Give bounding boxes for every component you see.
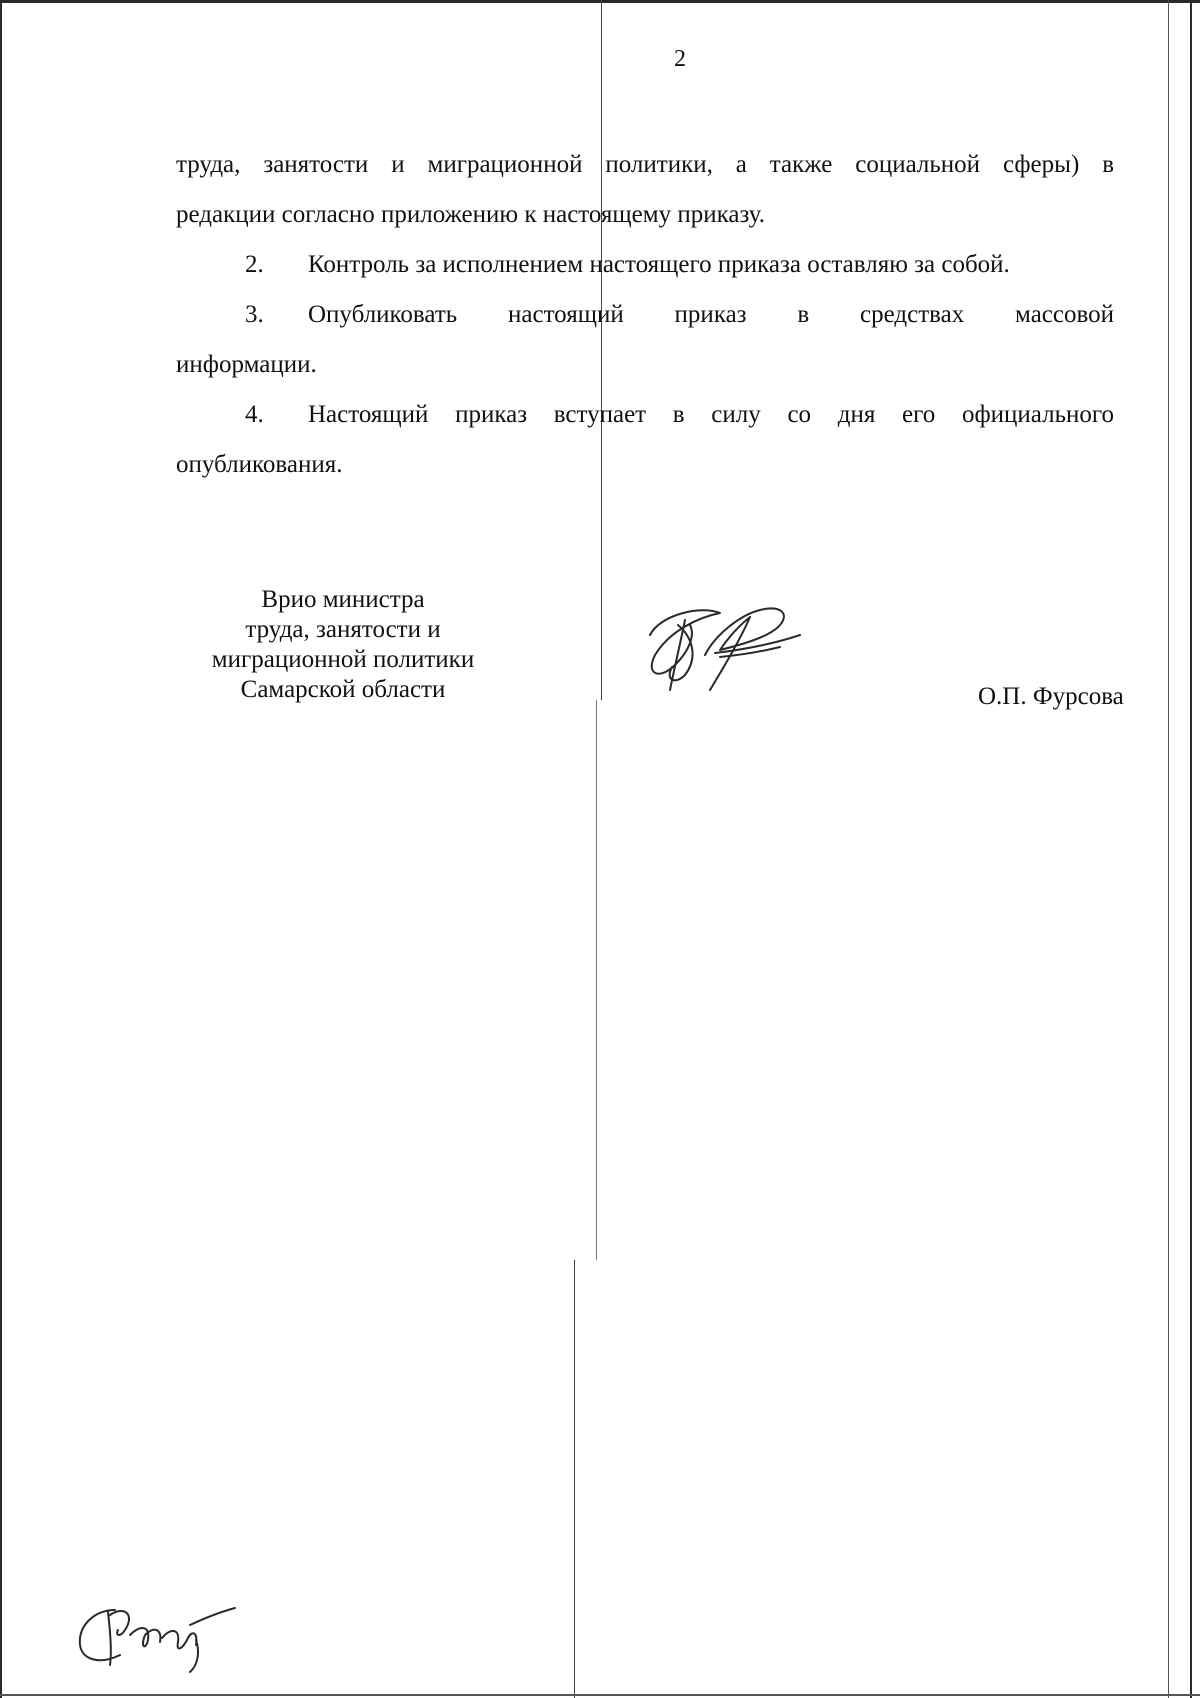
scan-border-right-outer <box>1190 0 1192 1698</box>
signer-position-line2: труда, занятости и <box>245 616 441 643</box>
paragraph-item-2 <box>176 240 1114 290</box>
scan-fold-line-bottom <box>574 1260 575 1698</box>
item-3-text-line1: Опубликовать настоящий приказ в средствах массовой <box>308 301 1114 328</box>
item-4-text-line1: Настоящий приказ вступает в силу со дня его официального <box>308 401 1114 428</box>
signer-name: О.П. Фурсова <box>978 683 1124 710</box>
paragraph-item-3-line1 <box>176 290 1114 340</box>
scan-border-top <box>0 0 1200 3</box>
signer-position <box>183 585 503 705</box>
document-body <box>176 140 1114 490</box>
scan-border-bottom <box>0 1694 1200 1696</box>
signer-position-line4: Самарской области <box>240 676 446 703</box>
paragraph-item-4-line2: опубликования. <box>176 451 343 478</box>
paragraph-continuation-line2: редакции согласно приложению к настоящему приказу. <box>176 201 766 228</box>
scan-fold-line-lower <box>596 700 597 1260</box>
item-2-number: 2. <box>245 251 264 278</box>
signer-position-line1: Врио министра <box>261 586 425 613</box>
paragraph-item-4-line1 <box>176 390 1114 440</box>
page-number: 2 <box>674 46 686 72</box>
paragraph-continuation-line1: труда, занятости и миграционной политики, а также социальной сферы) в <box>176 151 1114 178</box>
handwritten-signature <box>630 595 810 705</box>
item-2-text: Контроль за исполнением настоящего приказа оставляю за собой. <box>308 251 1010 278</box>
scan-border-left <box>0 0 2 1698</box>
signer-position-line3: миграционной политики <box>211 646 475 673</box>
paragraph-item-3-line2: информации. <box>176 351 317 378</box>
item-3-number: 3. <box>245 301 264 328</box>
scan-border-right-inner <box>1168 0 1169 1698</box>
handwritten-initials <box>70 1590 240 1675</box>
item-4-number: 4. <box>245 401 264 428</box>
